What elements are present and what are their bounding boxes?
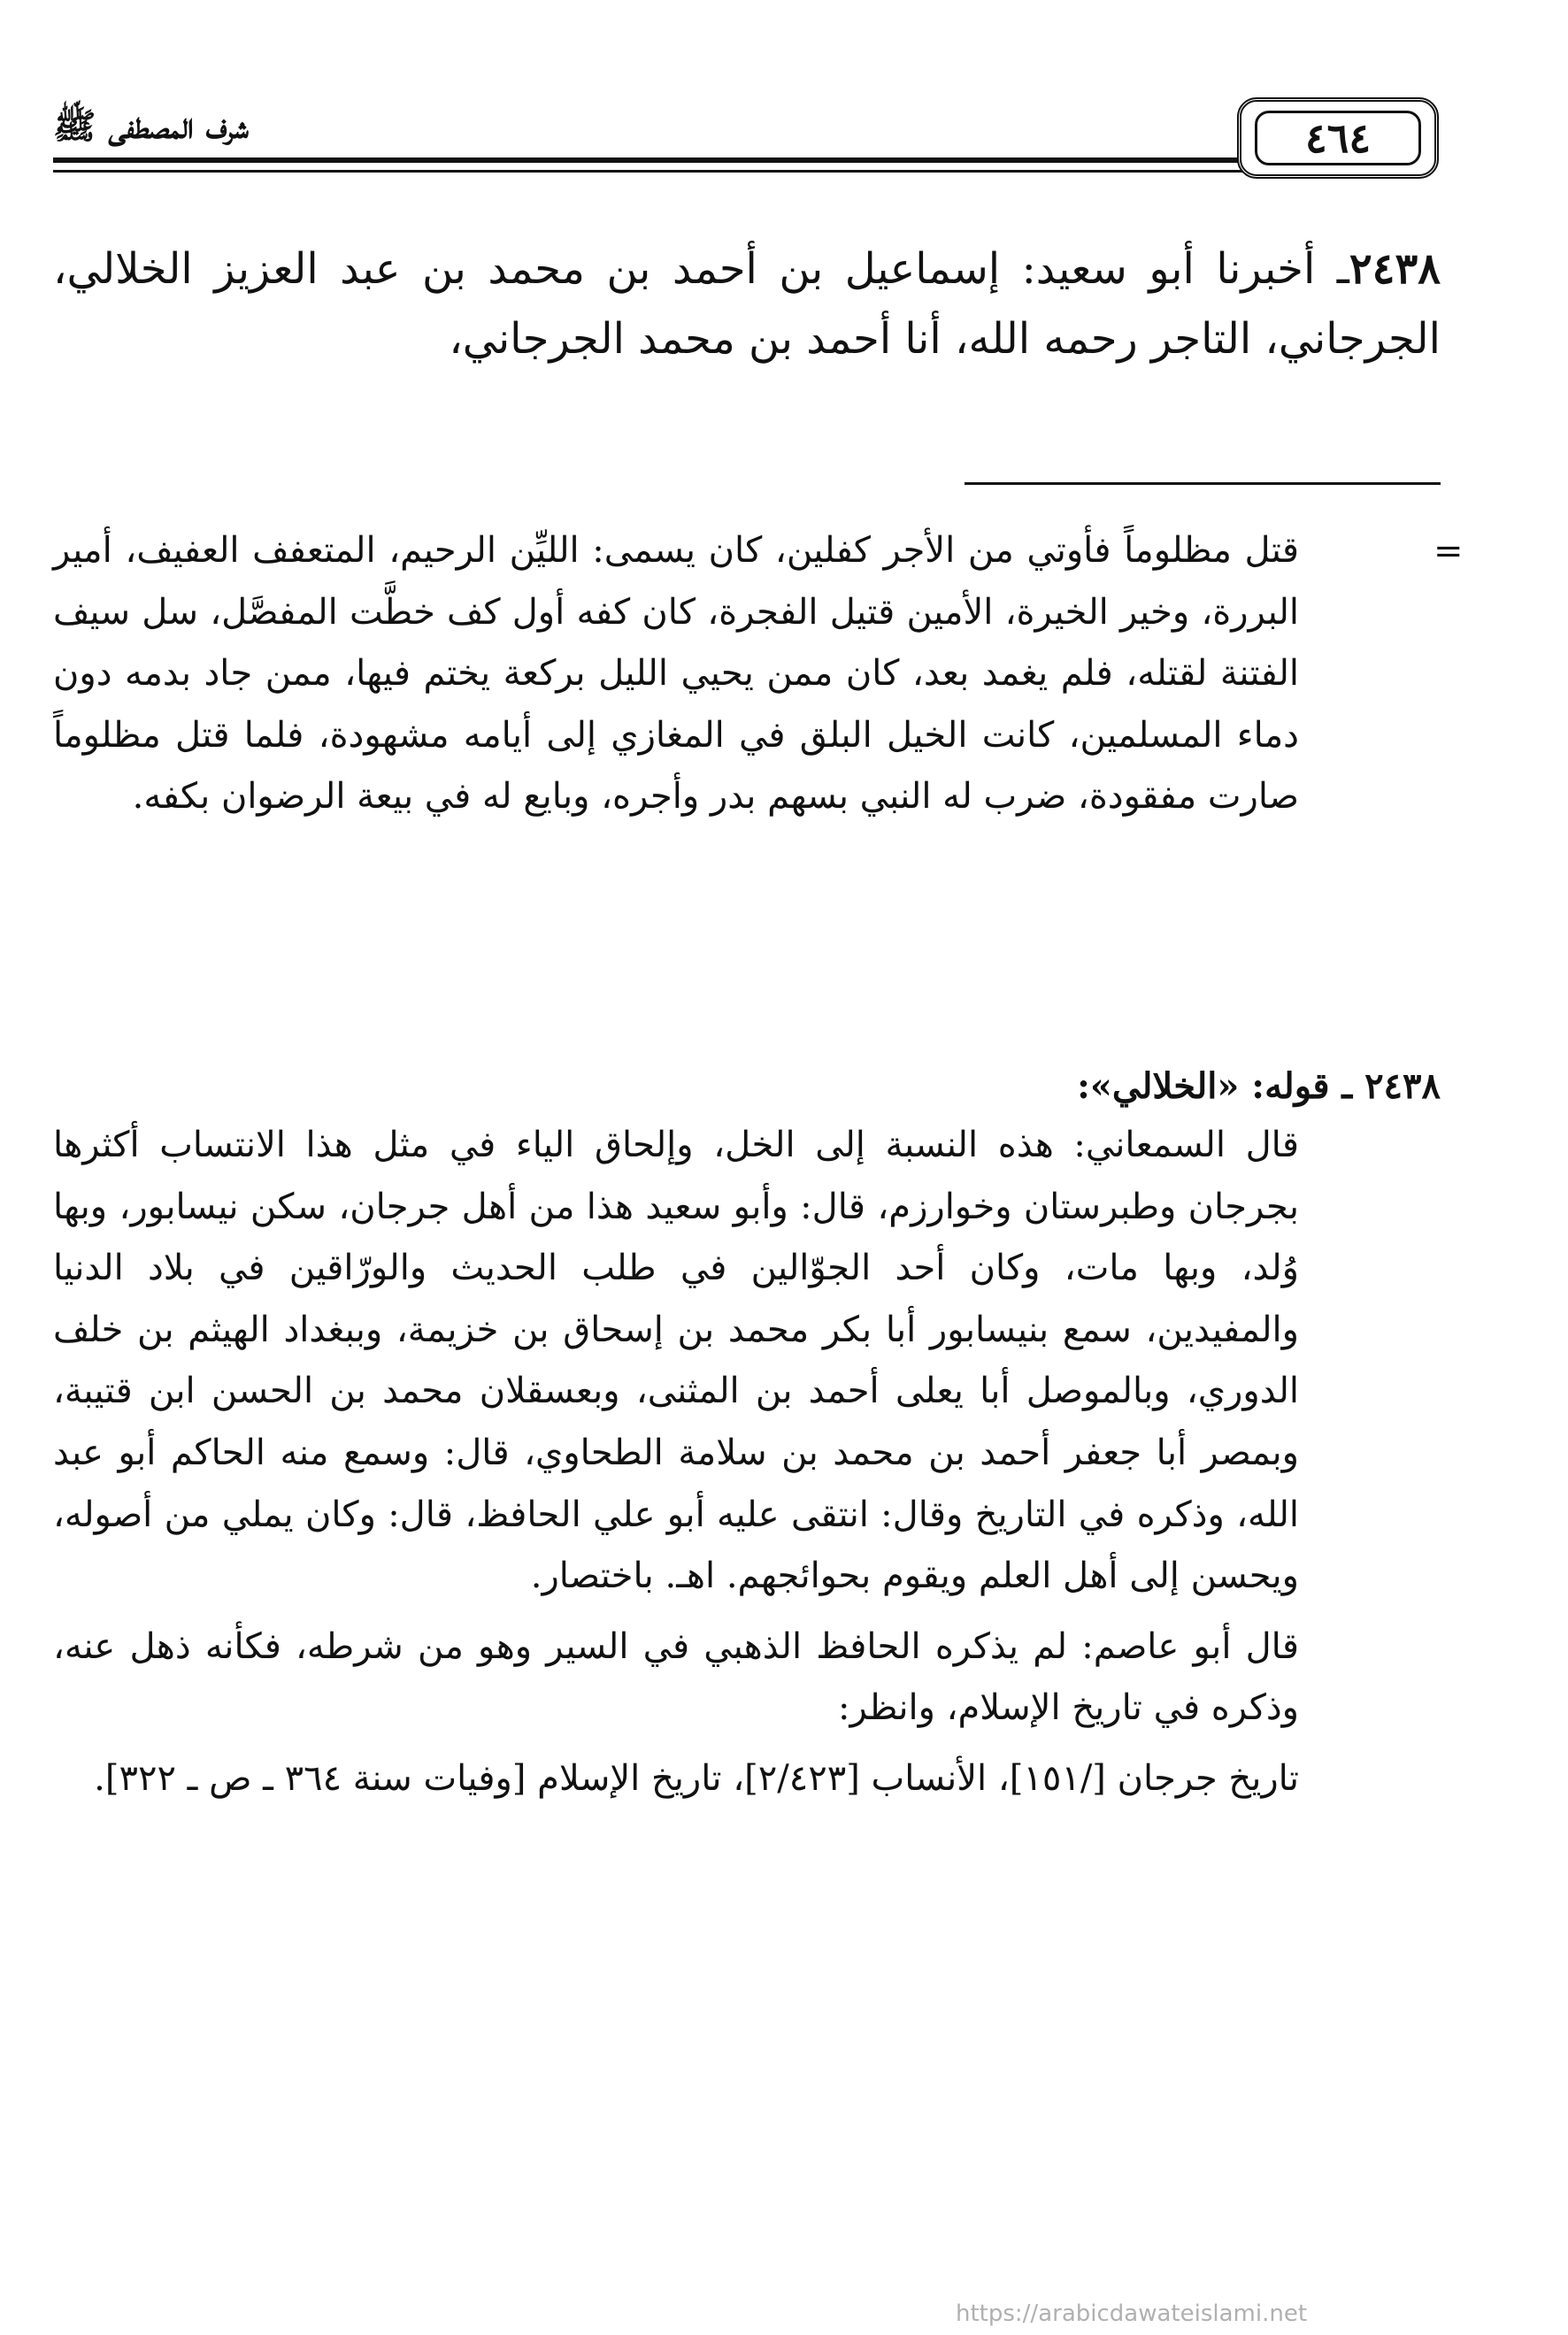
footnote-paragraph: قال أبو عاصم: لم يذكره الحافظ الذهبي في السير وهو من شرطه، فكأنه ذهل عنه، وذكره في تاريخ الإسلام، وانظر: xyxy=(53,1625,1299,1729)
footnote-continuation: قتل مظلوماً فأوتي من الأجر كفلين، كان يسمى: الليِّن الرحيم، المتعفف العفيف، أمير البررة، وخير الخيرة، الأمين قتيل الفجرة، كان كفه أول كف خطَّت المفصَّل، سل سيف الفتنة لقتله، فلم يغمد بعد، كان ممن يحيي الليل بركعة يختم فيها، ممن جاد بدمه دون دماء المسلمين، كانت الخيل البلق في المغازي إلى أيامه مشهودة، فلما قتل مظلوماً صارت مفقودة، ضرب له النبي بسهم بدر وأجره، وبايع له في بيعة الرضوان بكفه. xyxy=(53,530,1299,818)
footnote-paragraph: قال السمعاني: هذه النسبة إلى الخل، وإلحاق الياء في مثل هذا الانتساب أكثرها بجرجان وطبرستان وخوارزم، قال: وأبو سعيد هذا من أهل جرجان، سكن نيسابور، وبها وُلد، وبها مات، وكان أحد الجوّالين في طلب الحديث والورّاقين في بلاد الدنيا والمفيدين، سمع بنيسابور أبا بكر محمد بن إسحاق بن خزيمة، وببغداد الهيثم بن خلف الدوري، وبالموصل أبا يعلى أحمد بن المثنى، وبعسقلان محمد بن الحسن ابن قتيبة، وبمصر أبا جعفر أحمد بن محمد بن سلامة الطحاوي، قال: وسمع منه الحاكم أبو عبد الله، وذكره في التاريخ وقال: انتقى عليه أبو علي الحافظ، قال: وكان يملي من أصوله، ويحسن إلى أهل العلم ويقوم بحوائجهم. اهـ. باختصار. xyxy=(53,1125,1299,1597)
header-rule-thick xyxy=(53,157,1433,163)
page-number: ٤٦٤ xyxy=(1255,111,1421,165)
entry-number: ٢٤٣٨ xyxy=(1349,244,1441,294)
page-number-frame xyxy=(1237,97,1439,179)
watermark-url: https://arabicdawateislami.net xyxy=(956,2300,1308,2327)
footnote-separator xyxy=(965,482,1441,485)
header-rule-thin xyxy=(53,170,1433,173)
footnote-paragraph: تاريخ جرجان [/١٥١]، الأنساب [٢/٤٢٣]، تاريخ الإسلام [وفيات سنة ٣٦٤ ـ ص ـ ٣٢٢]. xyxy=(94,1757,1299,1799)
footnote-heading: ٢٤٣٨ ـ قوله: «الخلالي»: xyxy=(1077,1065,1441,1107)
page-header xyxy=(53,88,1433,186)
main-text xyxy=(53,234,1441,374)
entry-text: ـ أخبرنا أبو سعيد: إسماعيل بن أحمد بن محمد بن عبد العزيز الخلالي، الجرجاني، التاجر رحمه الله، أنا أحمد بن محمد الجرجاني، xyxy=(53,244,1441,365)
running-title: شرف المصطفى ﷺ xyxy=(53,105,249,147)
continuation-marker: = xyxy=(1433,531,1464,572)
footnote-body xyxy=(53,1115,1299,1819)
